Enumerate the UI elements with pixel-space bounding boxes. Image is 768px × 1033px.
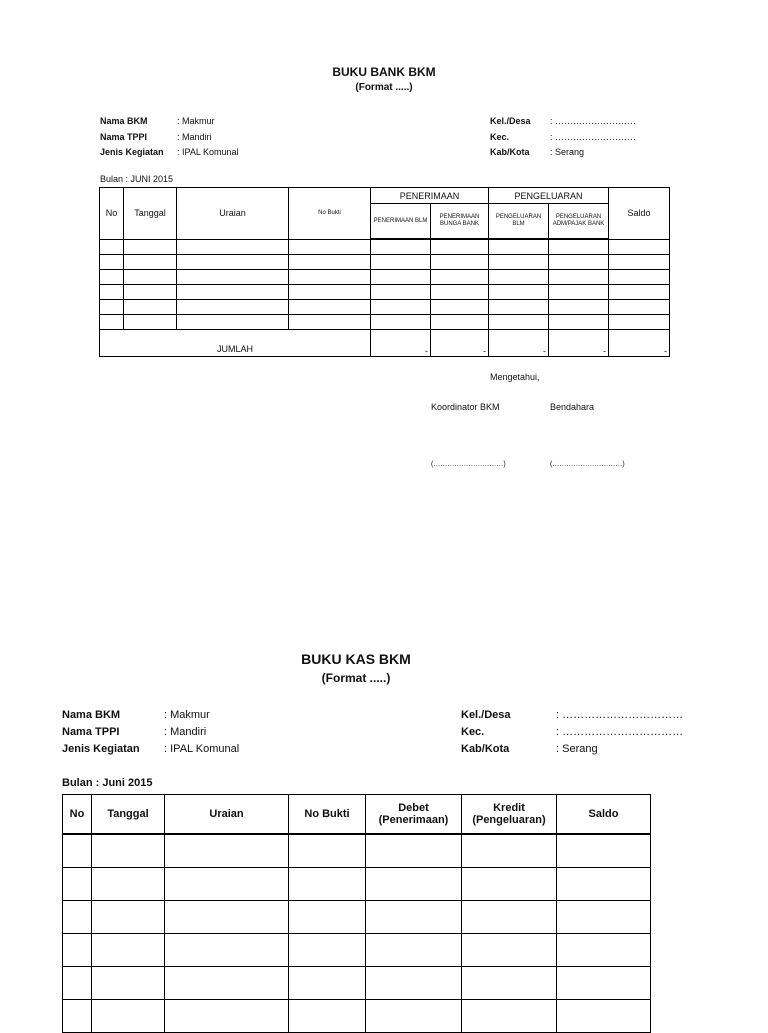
bank-bulan: Bulan : JUNI 2015	[100, 174, 174, 184]
kas-col-saldo: Saldo	[557, 795, 651, 835]
bank-table	[99, 187, 670, 357]
jumlah-value: -	[489, 330, 549, 357]
kas-info-left	[62, 707, 239, 758]
kas-format: (Format .....)	[321, 671, 391, 685]
koordinator-label: Koordinator BKM	[431, 402, 500, 412]
koordinator-signature: (…………………………)	[431, 461, 506, 468]
kas-col-kredit-sub: (Pengeluaran)	[472, 814, 546, 826]
bank-info-value: : Mandiri	[177, 131, 212, 142]
table-row	[63, 934, 651, 967]
bank-info-value: : Makmur	[177, 116, 215, 126]
jumlah-label: JUMLAH	[100, 330, 371, 357]
table-row	[100, 300, 670, 315]
col-saldo: Saldo	[609, 188, 670, 240]
kas-info-label: Nama BKM	[62, 709, 121, 721]
kas-col-debet-label: Debet	[398, 802, 429, 814]
kas-info-label: Jenis Kegiatan	[62, 743, 140, 755]
bank-info-label: Kec.	[490, 131, 510, 142]
bank-info-value: : ………………………	[550, 116, 637, 126]
table-row	[63, 967, 651, 1000]
col-no: No	[100, 188, 124, 240]
jumlah-value: -	[609, 330, 670, 357]
col-uraian: Uraian	[177, 188, 289, 240]
table-row	[63, 901, 651, 934]
kas-col-kredit	[462, 795, 557, 835]
bendahara-label: Bendahara	[550, 402, 595, 412]
bank-info-value: : ………………………	[550, 131, 637, 142]
kas-bulan: Bulan : Juni 2015	[62, 777, 153, 789]
bank-format: (Format .....)	[355, 82, 413, 93]
bank-info-label: Kab/Kota	[490, 147, 530, 157]
bank-title: BUKU BANK BKM	[332, 65, 436, 79]
bank-info-value: : Serang	[550, 147, 585, 157]
kas-info-label: Kec.	[461, 726, 485, 738]
kas-col-debet-sub: (Penerimaan)	[378, 814, 449, 826]
kas-col-no-bukti: No Bukti	[289, 795, 366, 835]
bank-info-right	[490, 114, 636, 161]
table-row	[100, 270, 670, 285]
kas-col-kredit-label: Kredit	[493, 802, 525, 814]
bank-info-label: Nama BKM	[100, 116, 148, 126]
bank-info-left	[100, 114, 239, 161]
table-row	[100, 255, 670, 270]
bendahara-signature: (…………………………)	[550, 461, 625, 468]
kas-info-right	[461, 707, 683, 758]
bank-info-value: : IPAL Komunal	[177, 147, 239, 157]
kas-col-uraian: Uraian	[165, 795, 289, 835]
bank-info-label: Nama TPPI	[100, 131, 148, 142]
table-row	[63, 1000, 651, 1033]
kas-col-tanggal: Tanggal	[92, 795, 165, 835]
kas-col-debet	[366, 795, 462, 835]
table-row	[100, 285, 670, 300]
kas-table	[62, 794, 651, 1033]
col-tanggal: Tanggal	[124, 188, 177, 240]
jumlah-value: -	[371, 330, 431, 357]
col-pengeluaran-adm: PENGELUARAN ADM/PAJAK BANK	[549, 204, 609, 240]
kas-info-value: : ……………………………	[556, 726, 684, 738]
kas-info-label: Kab/Kota	[461, 743, 510, 755]
col-penerimaan-bunga: PENERIMAAN BUNGA BANK	[431, 204, 489, 240]
mengetahui-label: Mengetahui,	[490, 372, 540, 382]
kas-info-value: : Mandiri	[164, 726, 207, 738]
jumlah-row	[100, 330, 670, 357]
col-pengeluaran-blm: PENGELUARAN BLM	[489, 204, 549, 240]
table-row	[63, 834, 651, 868]
bank-info-label: Jenis Kegiatan	[100, 147, 164, 157]
kas-info-value: : Serang	[556, 743, 598, 755]
kas-info-value: : ……………………………	[556, 709, 684, 721]
kas-col-no: No	[63, 795, 92, 835]
kas-title: BUKU KAS BKM	[301, 651, 411, 667]
table-row	[63, 868, 651, 901]
kas-info-label: Nama TPPI	[62, 726, 120, 738]
jumlah-value: -	[549, 330, 609, 357]
kas-info-value: : IPAL Komunal	[164, 743, 240, 755]
bank-info-label: Kel./Desa	[490, 116, 531, 126]
table-row	[100, 315, 670, 330]
col-penerimaan-blm: PENERIMAAN BLM	[371, 204, 431, 240]
kas-info-value: : Makmur	[164, 709, 210, 721]
col-penerimaan: PENERIMAAN	[371, 188, 489, 204]
jumlah-value: -	[431, 330, 489, 357]
table-row	[100, 239, 670, 255]
kas-info-label: Kel./Desa	[461, 709, 511, 721]
col-pengeluaran: PENGELUARAN	[489, 188, 609, 204]
col-no-bukti: No Bukti	[289, 188, 371, 240]
